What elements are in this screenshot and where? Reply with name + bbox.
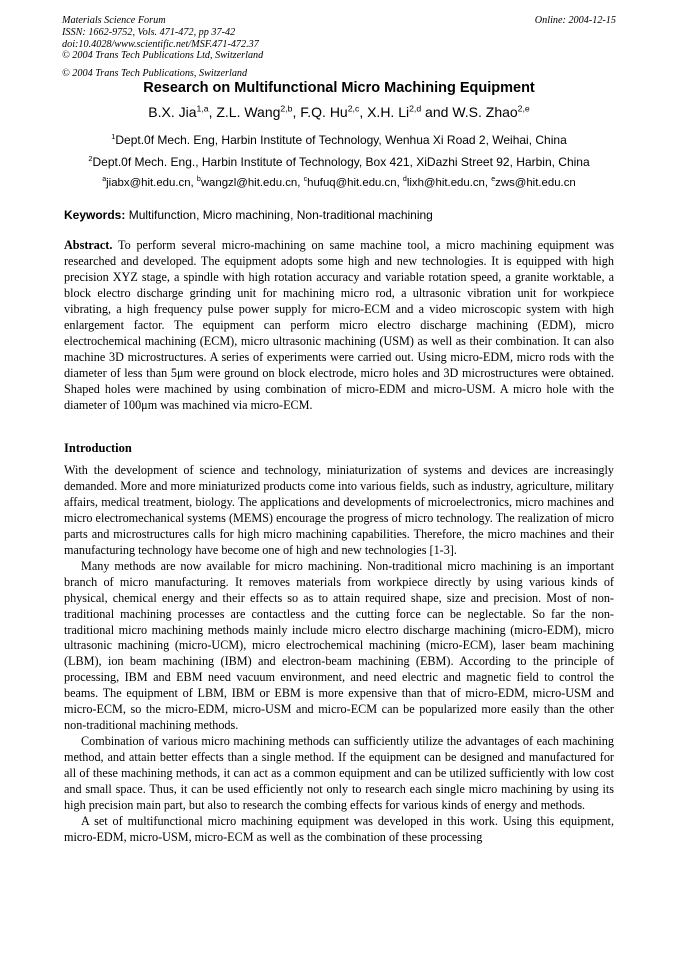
copyright-line: © 2004 Trans Tech Publications, Switzerland xyxy=(62,68,248,79)
online-date: Online: 2004-12-15 xyxy=(534,15,616,26)
paragraph: Combination of various micro machining methods can sufficiently utilize the advantages of each machining method, and attain better effects than a single method. If the equipment can be designed and manufactured for all of these machining methods, it can act as a common equipment and can be utilized sufficiently with low cost and small space. Thus, it can be used efficiently not only to research each single micro machining by using its high precision main part, but also to research the combing effects for various kinds of energy and methods. xyxy=(64,734,614,813)
keywords-text: Multifunction, Micro machining, Non-traditional machining xyxy=(128,208,433,222)
email[interactable]: $^a$jiabx@hit.edu.cn xyxy=(102,176,191,189)
issn-line: ISSN: 1662-9752, Vols. 471-472, pp 37-42 xyxy=(62,26,236,38)
keywords xyxy=(64,208,433,222)
abstract-text: To perform several micro-machining on same machine tool, a micro machining equipment was researched and developed. The equipment adopts some high and new technologies. It is equipped with high precision XYZ stage, a spindle with high rotation accuracy and variable rotation speed, a granite worktable, a block electro discharge grinding unit for machining micro rod, a ultrasonic vibration unit for workpiece vibrating, a high frequency pulse power supply for micro-ECM and a video microscopic system with high enlargement factor. The equipment can perform micro electro discharge machining (EDM), micro electrochemical machining (ECM), micro ultrasonic machining (USM) as well as their combination. It can also machine 3D microstructures. A series of experiments were carried out. Using micro-EDM, micro rods with the diameter of less than 5μm were ground on block electrode, micro holes and 3D microstructures were obtained. Shaped holes were machined by using combination of micro-EDM and micro-USM. A micro hole with the diameter of 100μm was machined via micro-ECM. xyxy=(64,238,614,412)
email[interactable]: $^b$wangzl@hit.edu.cn xyxy=(196,176,298,189)
email[interactable]: $^d$lixh@hit.edu.cn xyxy=(402,176,485,189)
keywords-label: Keywords: xyxy=(64,208,126,222)
author: X.H. Li$^{2,d}$ and xyxy=(367,103,453,120)
paragraph: With the development of science and technology, miniaturization of systems and devices are increasingly demanded. More and more miniaturized products come into various fields, such as industry, agriculture, military affairs, medical treatment, biology. The applications and developments of microelectronics, micro machines and micro electromechanical systems (MEMS) encourage the progress of micro technology. The realization of micro parts and microstructures calls for high micro machining capabilities. Therefore, the micro machines and their manufacturing technology have become one of high and new technologies [1-3]. xyxy=(64,463,614,557)
author-list xyxy=(0,104,678,120)
email[interactable]: $^c$hufuq@hit.edu.cn xyxy=(303,176,397,189)
section-heading-introduction: Introduction xyxy=(64,441,132,455)
email-list: $^a$jiabx@hit.edu.cn, $^b$wangzl@hit.edu.cn, $^c$hufuq@hit.edu.cn, $^d$lixh@hit.edu.cn, $^e$zws@hit.edu.cn xyxy=(102,176,576,189)
journal-name: Materials Science Forum xyxy=(62,15,166,26)
author: B.X. Jia$^{1,a}$, xyxy=(148,103,217,120)
introduction-body xyxy=(64,463,614,846)
abstract-label: Abstract. xyxy=(64,238,113,252)
affiliation-2: $^2$Dept.0f Mech. Eng., Harbin Institute of Technology, Box 421, XiDazhi Street 92, Harbin, China xyxy=(88,154,590,169)
author: Z.L. Wang$^{2,b}$, xyxy=(216,103,301,120)
publisher-copyright: © 2004 Trans Tech Publications Ltd, Switzerland xyxy=(62,50,264,62)
doi-line: doi:10.4028/www.scientific.net/MSF.471-472.37 xyxy=(62,38,259,50)
paragraph: Many methods are now available for micro machining. Non-traditional micro machining is an important branch of micro manufacturing. It removes materials from workpiece directly by using various kinds of physical, chemical energy and their effects so as to attain required shape, size and precision. Most of non-traditional machining processes are contactless and the cutting force can be neglectable. So far the non-traditional micro machining methods mainly include micro electro discharge machining (micro-EDM), micro ultrasonic machining (micro-UCM), micro electrochemical machining (micro-ECM), laser beam machining (LBM), ion beam machining (IBM) and electron-beam machining (EBM). According to the principle of processing, IBM and EBM need vacuum environment, and need electric and magnetic field to control the beams. The equipment of LBM, IBM or EBM is more expensive than that of micro-EDM, micro-USM and micro-ECM, so the micro-EDM, micro-USM and micro-ECM can be popularized more easily than the other non-traditional machining methods. xyxy=(64,558,614,733)
paper-title: Research on Multifunctional Micro Machining Equipment xyxy=(143,80,535,96)
author: F.Q. Hu$^{2,c}$, xyxy=(300,103,368,120)
affiliation-1: $^1$Dept.0f Mech. Eng, Harbin Institute of Technology, Wenhua Xi Road 2, Weihai, China xyxy=(111,132,567,147)
abstract xyxy=(64,238,614,413)
paragraph: A set of multifunctional micro machining equipment was developed in this work. Using this equipment, micro-EDM, micro-USM, micro-ECM as well as the combination of these processing xyxy=(64,813,614,844)
author: W.S. Zhao$^{2,e}$ xyxy=(452,103,530,120)
journal-header xyxy=(62,15,616,62)
email[interactable]: $^e$zws@hit.edu.cn xyxy=(491,176,576,189)
